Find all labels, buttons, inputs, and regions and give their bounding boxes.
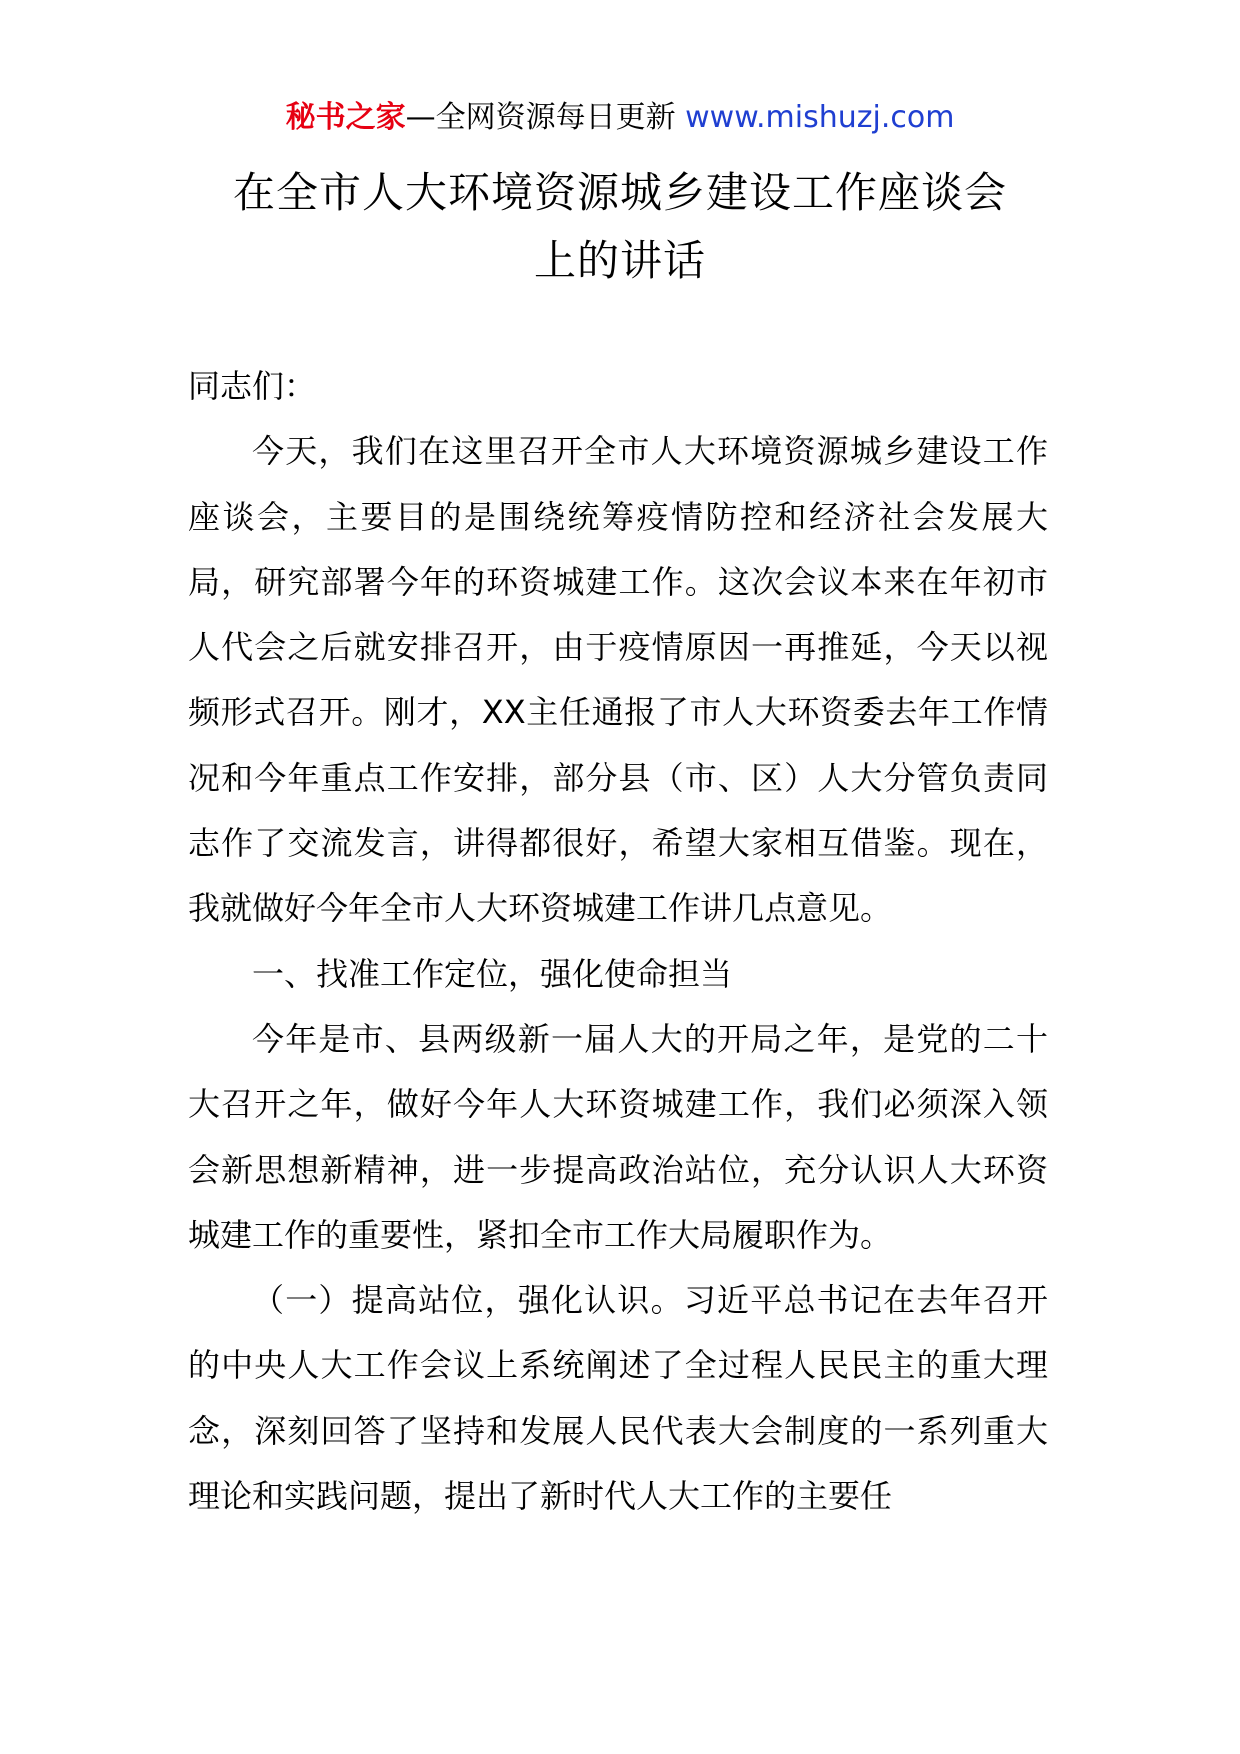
- paragraph-section-1-intro: 今年是市、县两级新一届人大的开局之年，是党的二十大召开之年，做好今年人大环资城建工作，我们必须深入领会新思想新精神，进一步提高政治站位，充分认识人大环资城建工作的重要性，紧扣全市工作大局履职作为。: [188, 1019, 1048, 1254]
- section-heading-1: 一、找准工作定位，强化使命担当: [252, 954, 733, 993]
- document-body: [188, 354, 1048, 1529]
- document-title-line-2: 上的讲话: [533, 236, 706, 285]
- site-url-link[interactable]: www.mishuzj.com: [685, 100, 955, 135]
- salutation: 同志们：: [188, 367, 317, 405]
- paragraph-subsection-1: （一）提高站位，强化认识。习近平总书记在去年召开的中央人大工作会议上系统阐述了全过程人民民主的重大理念，深刻回答了坚持和发展人民代表大会制度的一系列重大理论和实践问题，提出了新时代人大工作的主要任: [188, 1281, 1048, 1516]
- paragraph-opening: 今天，我们在这里召开全市人大环境资源城乡建设工作座谈会，主要目的是围绕统筹疫情防控和经济社会发展大局，研究部署今年的环资城建工作。这次会议本来在年初市人代会之后就安排召开，由于疫情原因一再推延，今天以视频形式召开。刚才，XX主任通报了市人大环资委去年工作情况和今年重点工作安排，部分县（市、区）人大分管负责同志作了交流发言，讲得都很好，希望大家相互借鉴。现在，我就做好今年全市人大环资城建工作讲几点意见。: [188, 432, 1048, 928]
- document-title-line-1: 在全市人大环境资源城乡建设工作座谈会: [232, 168, 1007, 217]
- site-header-banner: [0, 96, 1240, 140]
- brand-name: 秘书之家: [285, 100, 406, 135]
- header-tagline: —全网资源每日更新: [405, 100, 676, 135]
